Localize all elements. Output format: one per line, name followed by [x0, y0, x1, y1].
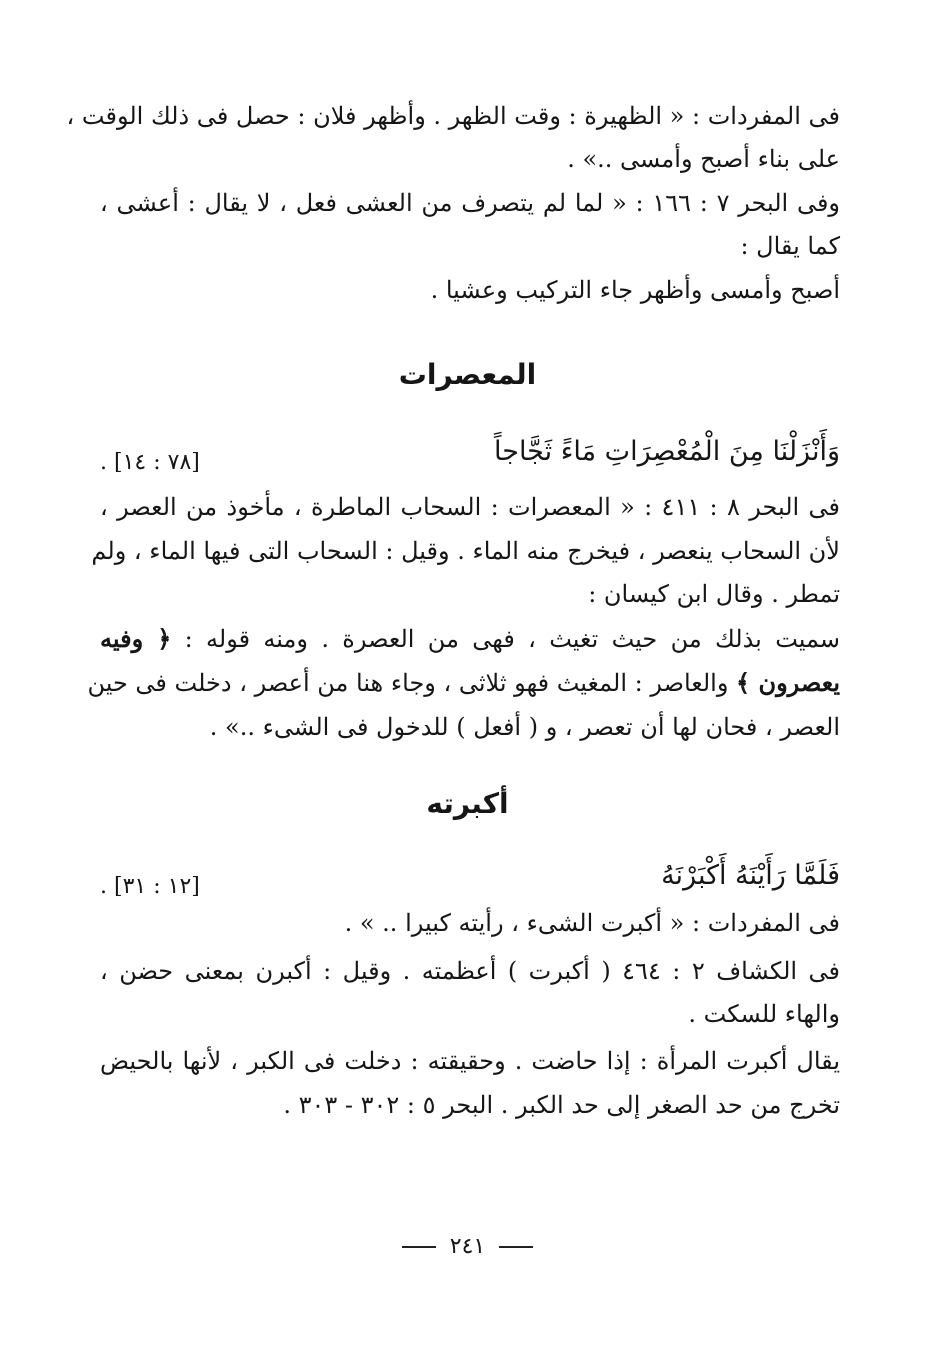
quran-verse-row [100, 856, 840, 899]
verse-reference: [٧٨ : ١٤] . [100, 450, 200, 475]
text-line: أصبح وأمسى وأظهر جاء التركيب وعشيا . [430, 276, 840, 304]
text-line [87, 666, 840, 700]
text-line: لأن السحاب ينعصر ، فيخرج منه الماء . وقيل : السحاب التى فيها الماء ، ولم [91, 537, 840, 565]
verse-reference: [١٢ : ٣١] . [100, 874, 200, 899]
text-line: كما يقال : [740, 232, 840, 260]
quran-verse-row [100, 432, 840, 475]
text-line: فى المفردات : « الظهيرة : وقت الظهر . وأظهر فلان : حصل فى ذلك الوقت ، [66, 102, 840, 130]
page-number: ٢٤١ [449, 1234, 486, 1259]
quran-verse: فَلَمَّا رَأَيْنَهُ أَكْبَرْنَهُ [661, 860, 840, 891]
section-heading: المعصرات [398, 358, 537, 391]
quran-verse: وَأَنْزَلْنَا مِنَ الْمُعْصِرَاتِ مَاءً ثَجَّاجاً [494, 436, 840, 467]
quran-quote: يعصرون ﴾ [736, 668, 840, 697]
text-line: فى البحر ٨ : ٤١١ : « المعصرات : السحاب الماطرة ، مأخوذ من العصر ، [100, 493, 841, 521]
text-line: والهاء للسكت . [688, 1000, 840, 1028]
quran-quote: ﴿ وفيه [100, 624, 172, 653]
text-span: سميت بذلك من حيث تغيث ، فهى من العصرة . ومنه قوله : [171, 625, 840, 653]
footer-dash [402, 1246, 436, 1248]
text-line: فى الكشاف ٢ : ٤٦٤ ( أكبرت ) أعظمته . وقيل : أكبرن بمعنى حضن ، [100, 957, 840, 985]
text-line: على بناء أصبح وأمسى ..» . [567, 145, 840, 173]
text-line: وفى البحر ٧ : ١٦٦ : « لما لم يتصرف من العشى فعل ، لا يقال : أعشى ، [100, 189, 841, 217]
text-line: تمطر . وقال ابن كيسان : [588, 580, 840, 608]
text-line: فى المفردات : « أكبرت الشىء ، رأيته كبيرا .. » . [344, 909, 840, 937]
page-footer [0, 1232, 935, 1262]
text-line [100, 622, 840, 656]
text-line: يقال أكبرت المرأة : إذا حاضت . وحقيقته : دخلت فى الكبر ، لأنها بالحيض [100, 1047, 840, 1075]
footer-dash [499, 1246, 533, 1248]
section-heading: أكبرته [426, 787, 509, 820]
text-line: تخرج من حد الصغر إلى حد الكبر . البحر ٥ : ٣٠٢ - ٣٠٣ . [283, 1091, 840, 1119]
text-span: والعاصر : المغيث فهو ثلاثى ، وجاء هنا من أعصر ، دخلت فى حين [87, 669, 737, 697]
text-line: العصر ، فحان لها أن تعصر ، و ( أفعل ) للدخول فى الشىء ..» . [209, 713, 840, 741]
